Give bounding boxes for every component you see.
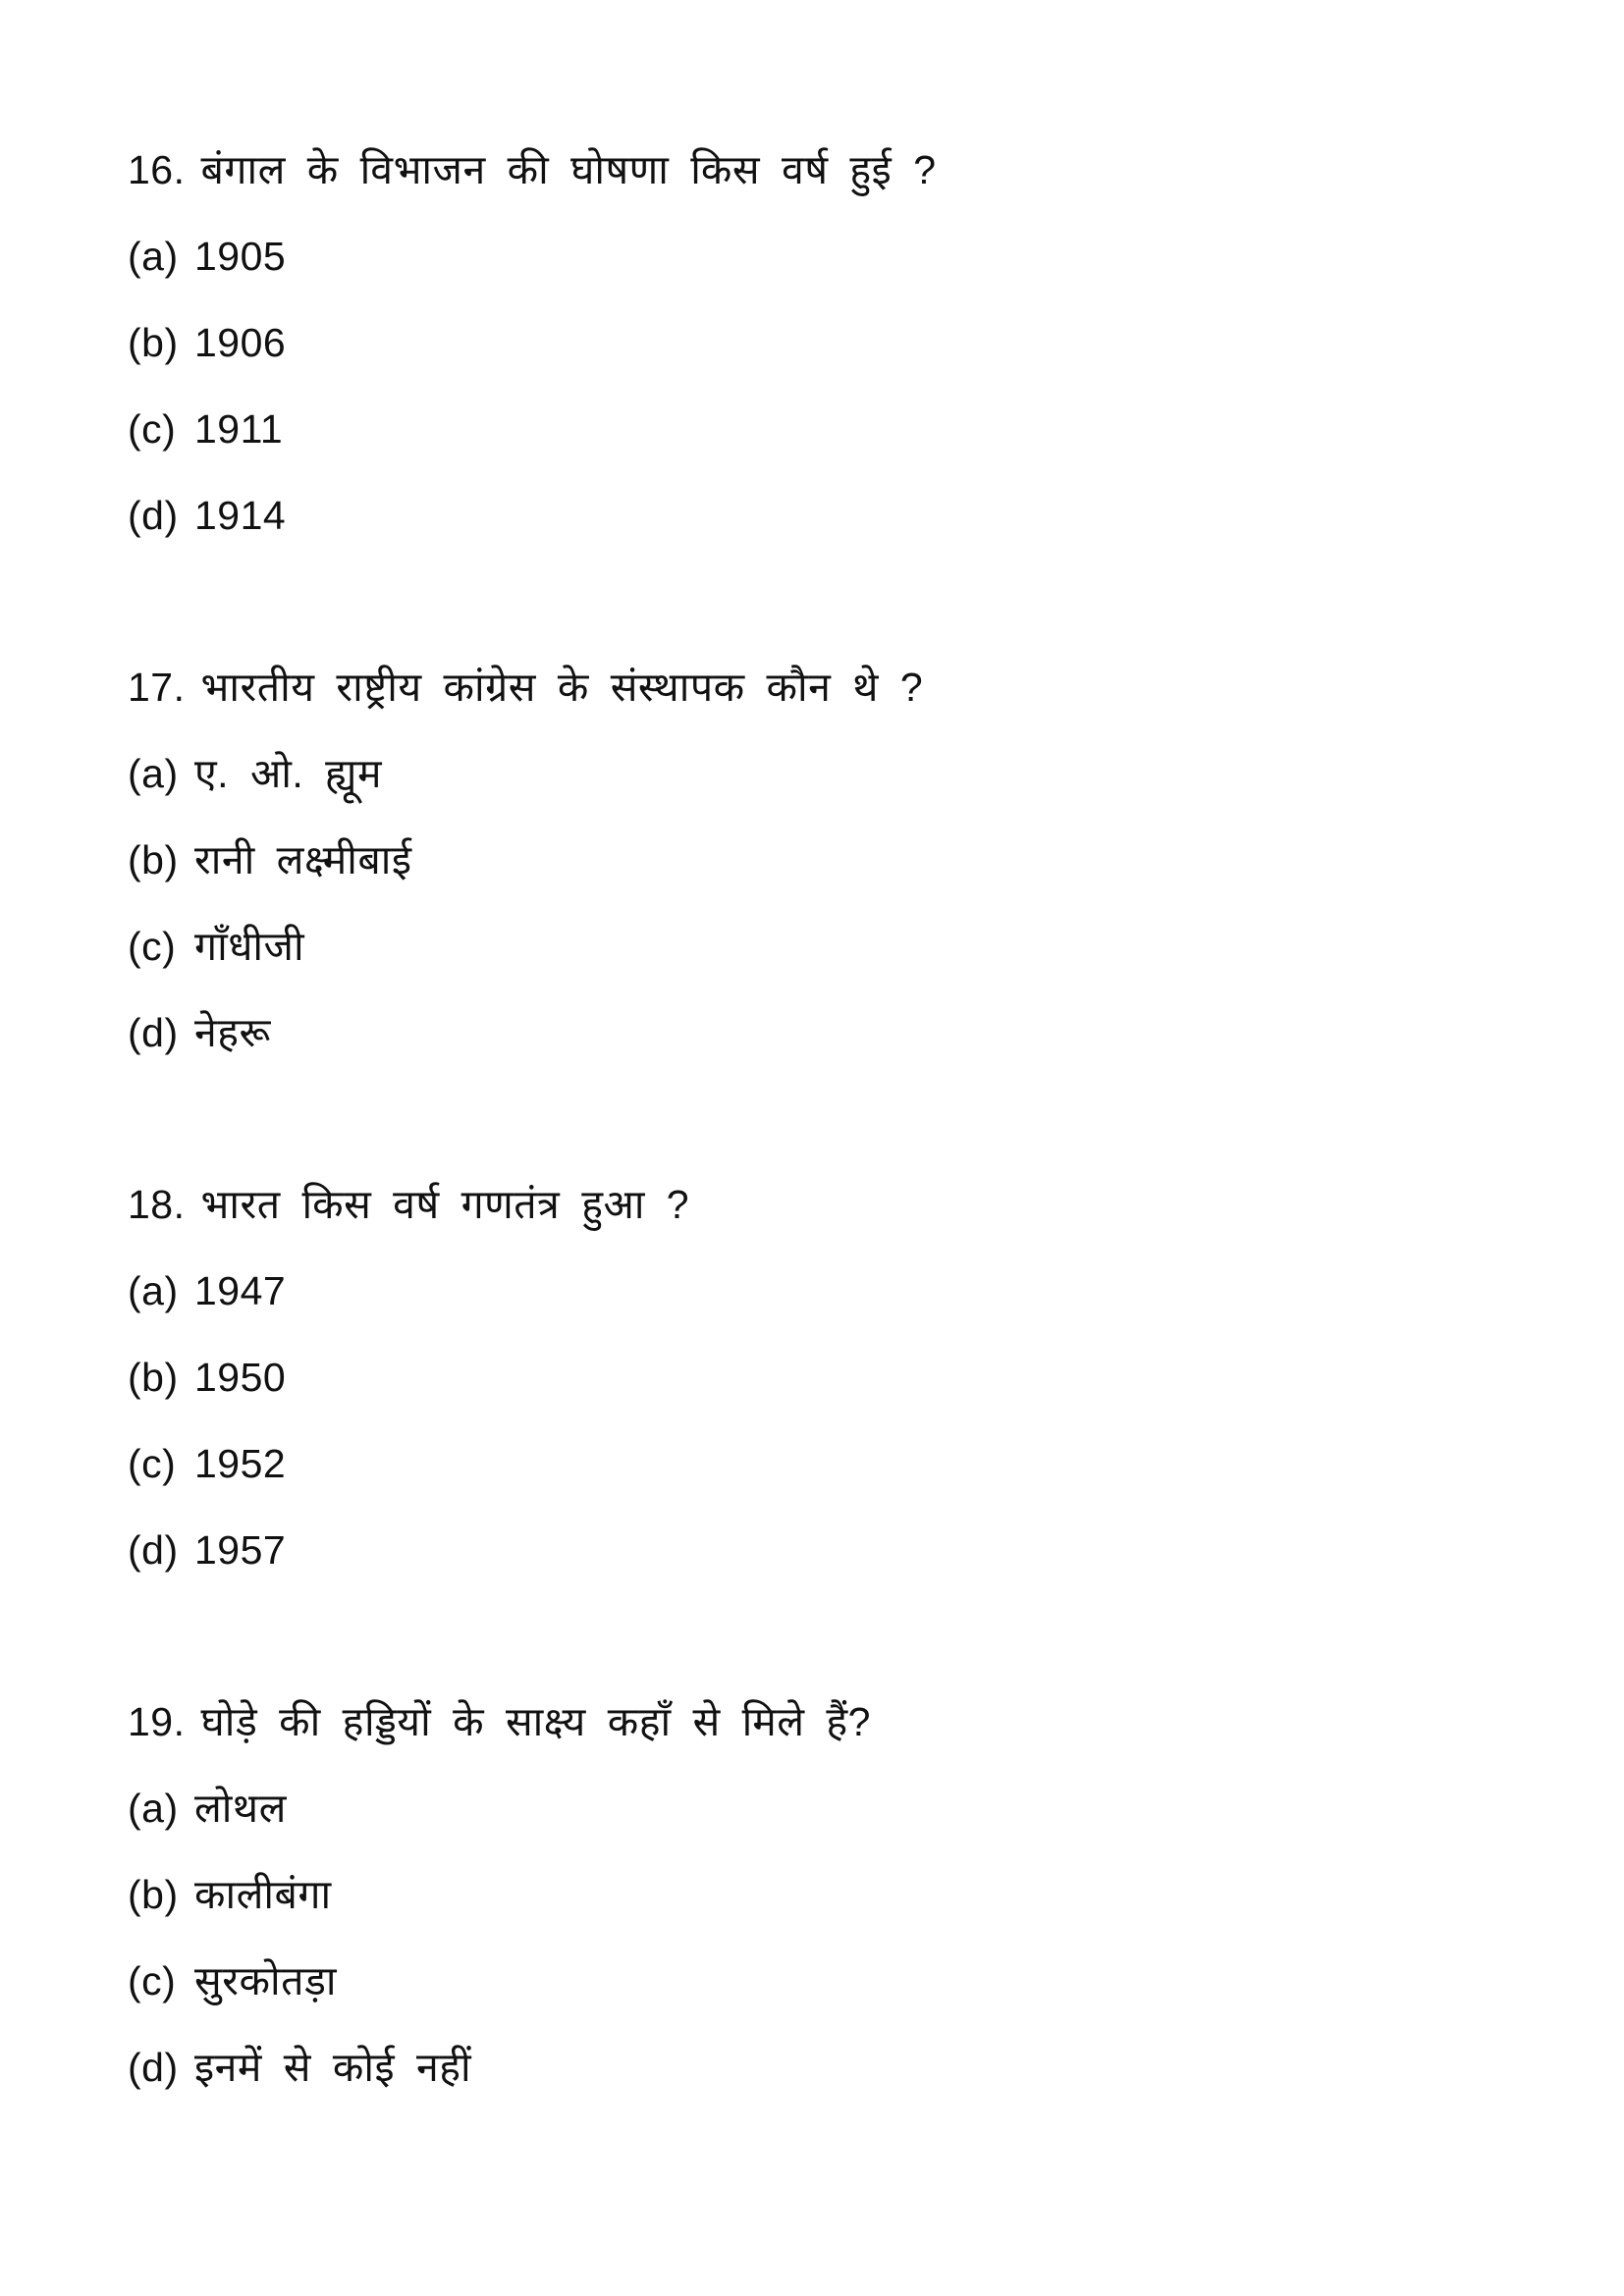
- question-line: [128, 1175, 689, 1234]
- question-text: भारतीय राष्ट्रीय कांग्रेस के संस्थापक कौन थे ?: [200, 665, 924, 710]
- option-text: नेहरू: [194, 1010, 271, 1055]
- option-a: [128, 744, 382, 803]
- option-d: [128, 1003, 271, 1062]
- option-text: ए. ओ. ह्यूम: [194, 751, 382, 796]
- option-text: सुरकोतड़ा: [194, 1958, 338, 2003]
- question-line: [128, 140, 937, 199]
- option-text: 1914: [194, 493, 287, 538]
- option-label: (a): [128, 234, 179, 279]
- question-line: [128, 658, 923, 717]
- option-label: (b): [128, 320, 179, 365]
- option-b: [128, 1865, 332, 1924]
- option-label: (c): [128, 924, 177, 969]
- option-c: [128, 400, 283, 458]
- option-text: 1905: [194, 234, 287, 279]
- option-b: [128, 1348, 286, 1407]
- question-text: बंगाल के विभाजन की घोषणा किस वर्ष हुई ?: [200, 147, 937, 192]
- option-label: (c): [128, 1441, 177, 1486]
- question-text: घोड़े की हड्डियों के साक्ष्य कहाँ से मिले हैं?: [200, 1699, 871, 1744]
- question-number: 16.: [128, 147, 186, 192]
- question-line: [128, 1692, 871, 1751]
- option-text: लोथल: [194, 1786, 287, 1831]
- question-number: 18.: [128, 1182, 186, 1227]
- option-label: (d): [128, 2045, 179, 2090]
- option-a: [128, 227, 286, 286]
- option-d: [128, 486, 286, 545]
- option-b: [128, 313, 286, 372]
- option-label: (d): [128, 1527, 179, 1573]
- question-number: 17.: [128, 665, 186, 710]
- option-text: गाँधीजी: [194, 924, 305, 969]
- option-text: इनमें से कोई नहीं: [194, 2045, 472, 2090]
- option-text: 1957: [194, 1527, 287, 1573]
- option-label: (b): [128, 1355, 179, 1400]
- question-number: 19.: [128, 1699, 186, 1744]
- option-d: [128, 2038, 471, 2097]
- option-label: (b): [128, 1872, 179, 1917]
- option-text: 1952: [194, 1441, 287, 1486]
- option-label: (c): [128, 1958, 177, 2003]
- option-text: कालीबंगा: [194, 1872, 332, 1917]
- option-c: [128, 917, 304, 976]
- option-label: (d): [128, 493, 179, 538]
- option-label: (a): [128, 1268, 179, 1313]
- option-d: [128, 1521, 286, 1579]
- option-a: [128, 1261, 286, 1320]
- option-a: [128, 1779, 287, 1838]
- option-label: (a): [128, 1786, 179, 1831]
- option-label: (d): [128, 1010, 179, 1055]
- option-text: 1947: [194, 1268, 287, 1313]
- option-text: 1911: [194, 406, 284, 452]
- option-text: रानी लक्ष्मीबाई: [194, 837, 412, 882]
- option-label: (a): [128, 751, 179, 796]
- option-label: (c): [128, 406, 177, 452]
- option-text: 1906: [194, 320, 287, 365]
- question-text: भारत किस वर्ष गणतंत्र हुआ ?: [200, 1182, 690, 1227]
- option-text: 1950: [194, 1355, 287, 1400]
- option-b: [128, 830, 412, 889]
- option-c: [128, 1434, 286, 1493]
- option-c: [128, 1951, 337, 2010]
- option-label: (b): [128, 837, 179, 882]
